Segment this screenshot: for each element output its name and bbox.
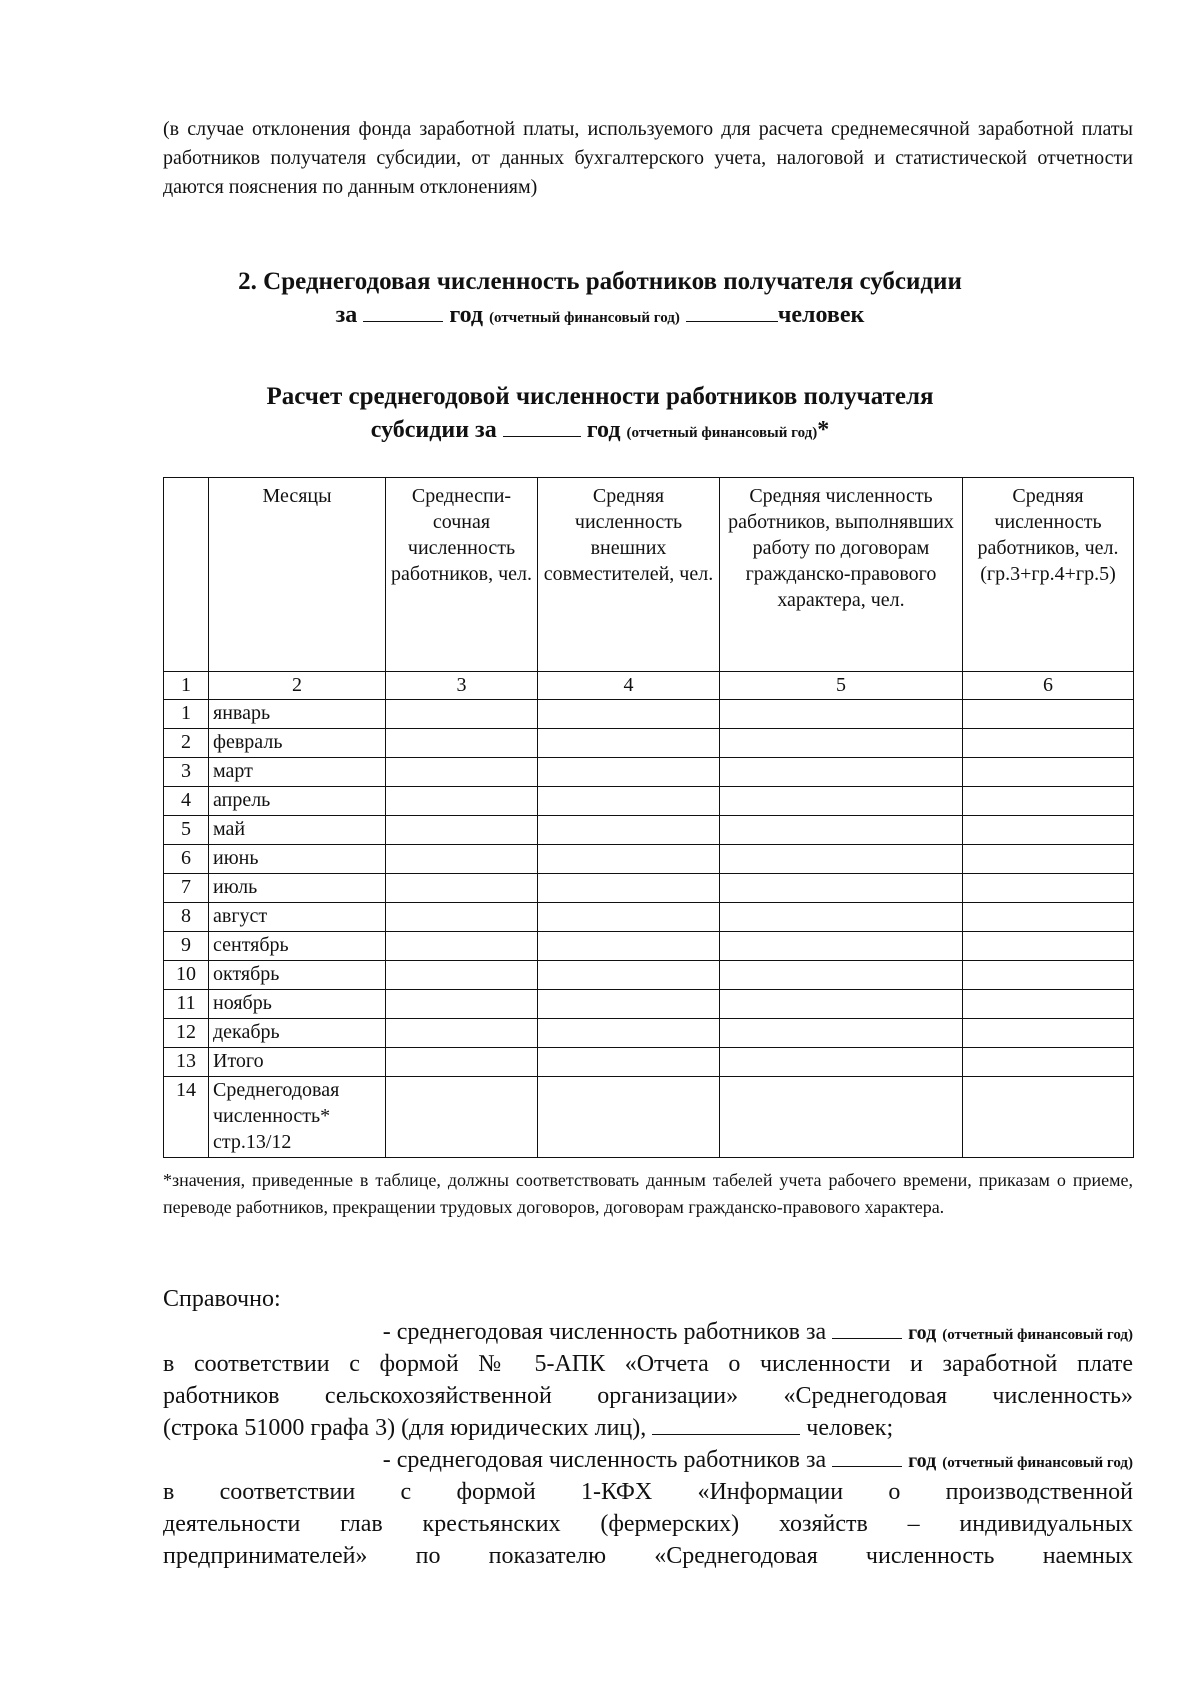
table-row [164,729,1134,758]
row-number: 2 [164,729,209,758]
value-cell [386,816,538,845]
row-number: 6 [164,845,209,874]
value-cell [720,932,963,961]
value-cell [538,903,720,932]
row-label: апрель [209,787,386,816]
row-label: январь [209,700,386,729]
calc-subtitle [0,417,1200,444]
value-cell [386,1077,538,1158]
table-row [164,758,1134,787]
table-row [164,1019,1134,1048]
row-number: 12 [164,1019,209,1048]
value-cell [538,1048,720,1077]
item1-year-blank [832,1338,902,1339]
value-cell [720,1077,963,1158]
value-cell [386,990,538,1019]
column-number: 3 [386,672,538,700]
value-cell [963,1019,1134,1048]
value-cell [720,1048,963,1077]
value-cell [538,932,720,961]
header-cell [164,478,209,672]
value-cell [963,845,1134,874]
row-label: Итого [209,1048,386,1077]
reference-item2-line4: предпринимателей» по показателю «Среднегодовая численность наемных [163,1543,1133,1569]
row-number: 7 [164,874,209,903]
value-cell [386,1048,538,1077]
value-cell [720,903,963,932]
value-cell [386,961,538,990]
item2-god: год [908,1450,937,1472]
value-cell [963,932,1134,961]
header-cell: Средняя численность работников, выполнявших работу по договорам гражданско-правового характера, чел. [720,478,963,672]
row-label: июнь [209,845,386,874]
table-row [164,1077,1134,1158]
value-cell [538,758,720,787]
row-label: август [209,903,386,932]
row-number: 3 [164,758,209,787]
value-cell [963,903,1134,932]
table-row [164,845,1134,874]
row-label: Среднегодовая численность* стр.13/12 [209,1077,386,1158]
value-cell [386,729,538,758]
row-label: март [209,758,386,787]
calc-star: * [817,417,830,443]
item1-god: год [908,1322,937,1344]
value-cell [963,758,1134,787]
row-label: май [209,816,386,845]
column-number: 2 [209,672,386,700]
item1-count-blank [652,1434,800,1435]
section2-subtitle [0,302,1200,329]
value-cell [538,1077,720,1158]
value-cell [386,758,538,787]
section2-unit: человек [777,302,865,328]
table-row [164,874,1134,903]
header-cell: Месяцы [209,478,386,672]
item2-year-blank [832,1466,902,1467]
value-cell [720,990,963,1019]
reference-item2-line1 [163,1444,1133,1479]
reference-item1-line3: работников сельскохозяйственной организации» «Среднегодовая численность» [163,1383,1133,1409]
value-cell [720,961,963,990]
reference-item2-line2: в соответствии с формой 1-КФХ «Информации о производственной [163,1479,1133,1505]
section2-note: (отчетный финансовый год) [489,310,680,326]
value-cell [386,787,538,816]
value-cell [386,700,538,729]
value-cell [963,1048,1134,1077]
table-footnote: *значения, приведенные в таблице, должны соответствовать данным табелей учета рабочего времени, приказам о приеме, переводе работников, прекращении трудовых договоров, договорам гражданско-правового характера. [163,1170,1133,1217]
table-row [164,816,1134,845]
value-cell [963,874,1134,903]
value-cell [538,845,720,874]
value-cell [963,700,1134,729]
value-cell [720,729,963,758]
value-cell [386,903,538,932]
value-cell [538,729,720,758]
value-cell [386,874,538,903]
reference-item1-line4 [163,1412,1133,1444]
value-cell [538,990,720,1019]
table-row [164,787,1134,816]
row-number: 8 [164,903,209,932]
value-cell [720,758,963,787]
reference-item1-line2: в соответствии с формой № 5-АПК «Отчета о численности и заработной плате [163,1351,1133,1377]
row-number: 14 [164,1077,209,1158]
item1-line4-b: человек; [806,1415,894,1441]
value-cell [963,1077,1134,1158]
item2-lead: - среднегодовая численность работников за [382,1447,827,1473]
row-label: декабрь [209,1019,386,1048]
calc-note: (отчетный финансовый год) [626,425,818,441]
column-number: 1 [164,672,209,700]
column-number: 5 [720,672,963,700]
value-cell [386,932,538,961]
header-cell: Средняя численность работников, чел. (гр.3+гр.4+гр.5) [963,478,1134,672]
row-label: октябрь [209,961,386,990]
row-label: ноябрь [209,990,386,1019]
value-cell [538,1019,720,1048]
section2-title: 2. Среднегодовая численность работников получателя субсидии [238,268,962,295]
row-number: 1 [164,700,209,729]
section2-prefix: за [335,302,358,328]
value-cell [963,729,1134,758]
row-number: 10 [164,961,209,990]
row-number: 5 [164,816,209,845]
value-cell [720,874,963,903]
header-cell: Средняя численность внешних совместителей, чел. [538,478,720,672]
reference-heading: Справочно: [163,1286,281,1312]
row-number: 9 [164,932,209,961]
value-cell [386,1019,538,1048]
table-row [164,1048,1134,1077]
calc-title: Расчет среднегодовой численности работников получателя [266,383,934,410]
value-cell [538,700,720,729]
intro-note: (в случае отклонения фонда заработной платы, используемого для расчета среднемесячной заработной платы работников получателя субсидии, от данных бухгалтерского учета, налоговой и статистической отчетности даются пояснения по данным отклонениям) [163,118,1133,198]
header-cell: Среднеспи-сочная численность работников, чел. [386,478,538,672]
row-label: июль [209,874,386,903]
row-number: 13 [164,1048,209,1077]
headcount-table [163,477,1134,1158]
value-cell [963,961,1134,990]
value-cell [963,816,1134,845]
table-row [164,990,1134,1019]
calc-year-blank [503,436,581,437]
row-label: февраль [209,729,386,758]
count-blank [686,321,778,322]
calc-prefix: субсидии за [370,417,497,443]
reference-item1-line1 [163,1316,1133,1351]
item1-line4-a: (строка 51000 графа 3) (для юридических лиц), [163,1415,647,1441]
value-cell [538,787,720,816]
column-number: 4 [538,672,720,700]
table-row [164,932,1134,961]
value-cell [720,787,963,816]
value-cell [538,874,720,903]
item1-note: (отчетный финансовый год) [942,1327,1133,1343]
column-number: 6 [963,672,1134,700]
table-row [164,903,1134,932]
row-label: сентябрь [209,932,386,961]
value-cell [720,845,963,874]
value-cell [720,816,963,845]
value-cell [963,787,1134,816]
row-number: 11 [164,990,209,1019]
value-cell [538,816,720,845]
table-header-row [164,478,1134,672]
table-row [164,700,1134,729]
item1-lead: - среднегодовая численность работников за [382,1319,827,1345]
table-body [164,700,1134,1158]
value-cell [720,700,963,729]
section2-god: год [449,302,484,328]
value-cell [386,845,538,874]
column-number-row [164,672,1134,700]
value-cell [538,961,720,990]
reference-item2-line3: деятельности глав крестьянских (фермерских) хозяйств – индивидуальных [163,1511,1133,1537]
year-blank [363,321,443,322]
item2-note: (отчетный финансовый год) [942,1455,1133,1471]
calc-god: год [586,417,621,443]
row-number: 4 [164,787,209,816]
value-cell [720,1019,963,1048]
value-cell [963,990,1134,1019]
table-row [164,961,1134,990]
